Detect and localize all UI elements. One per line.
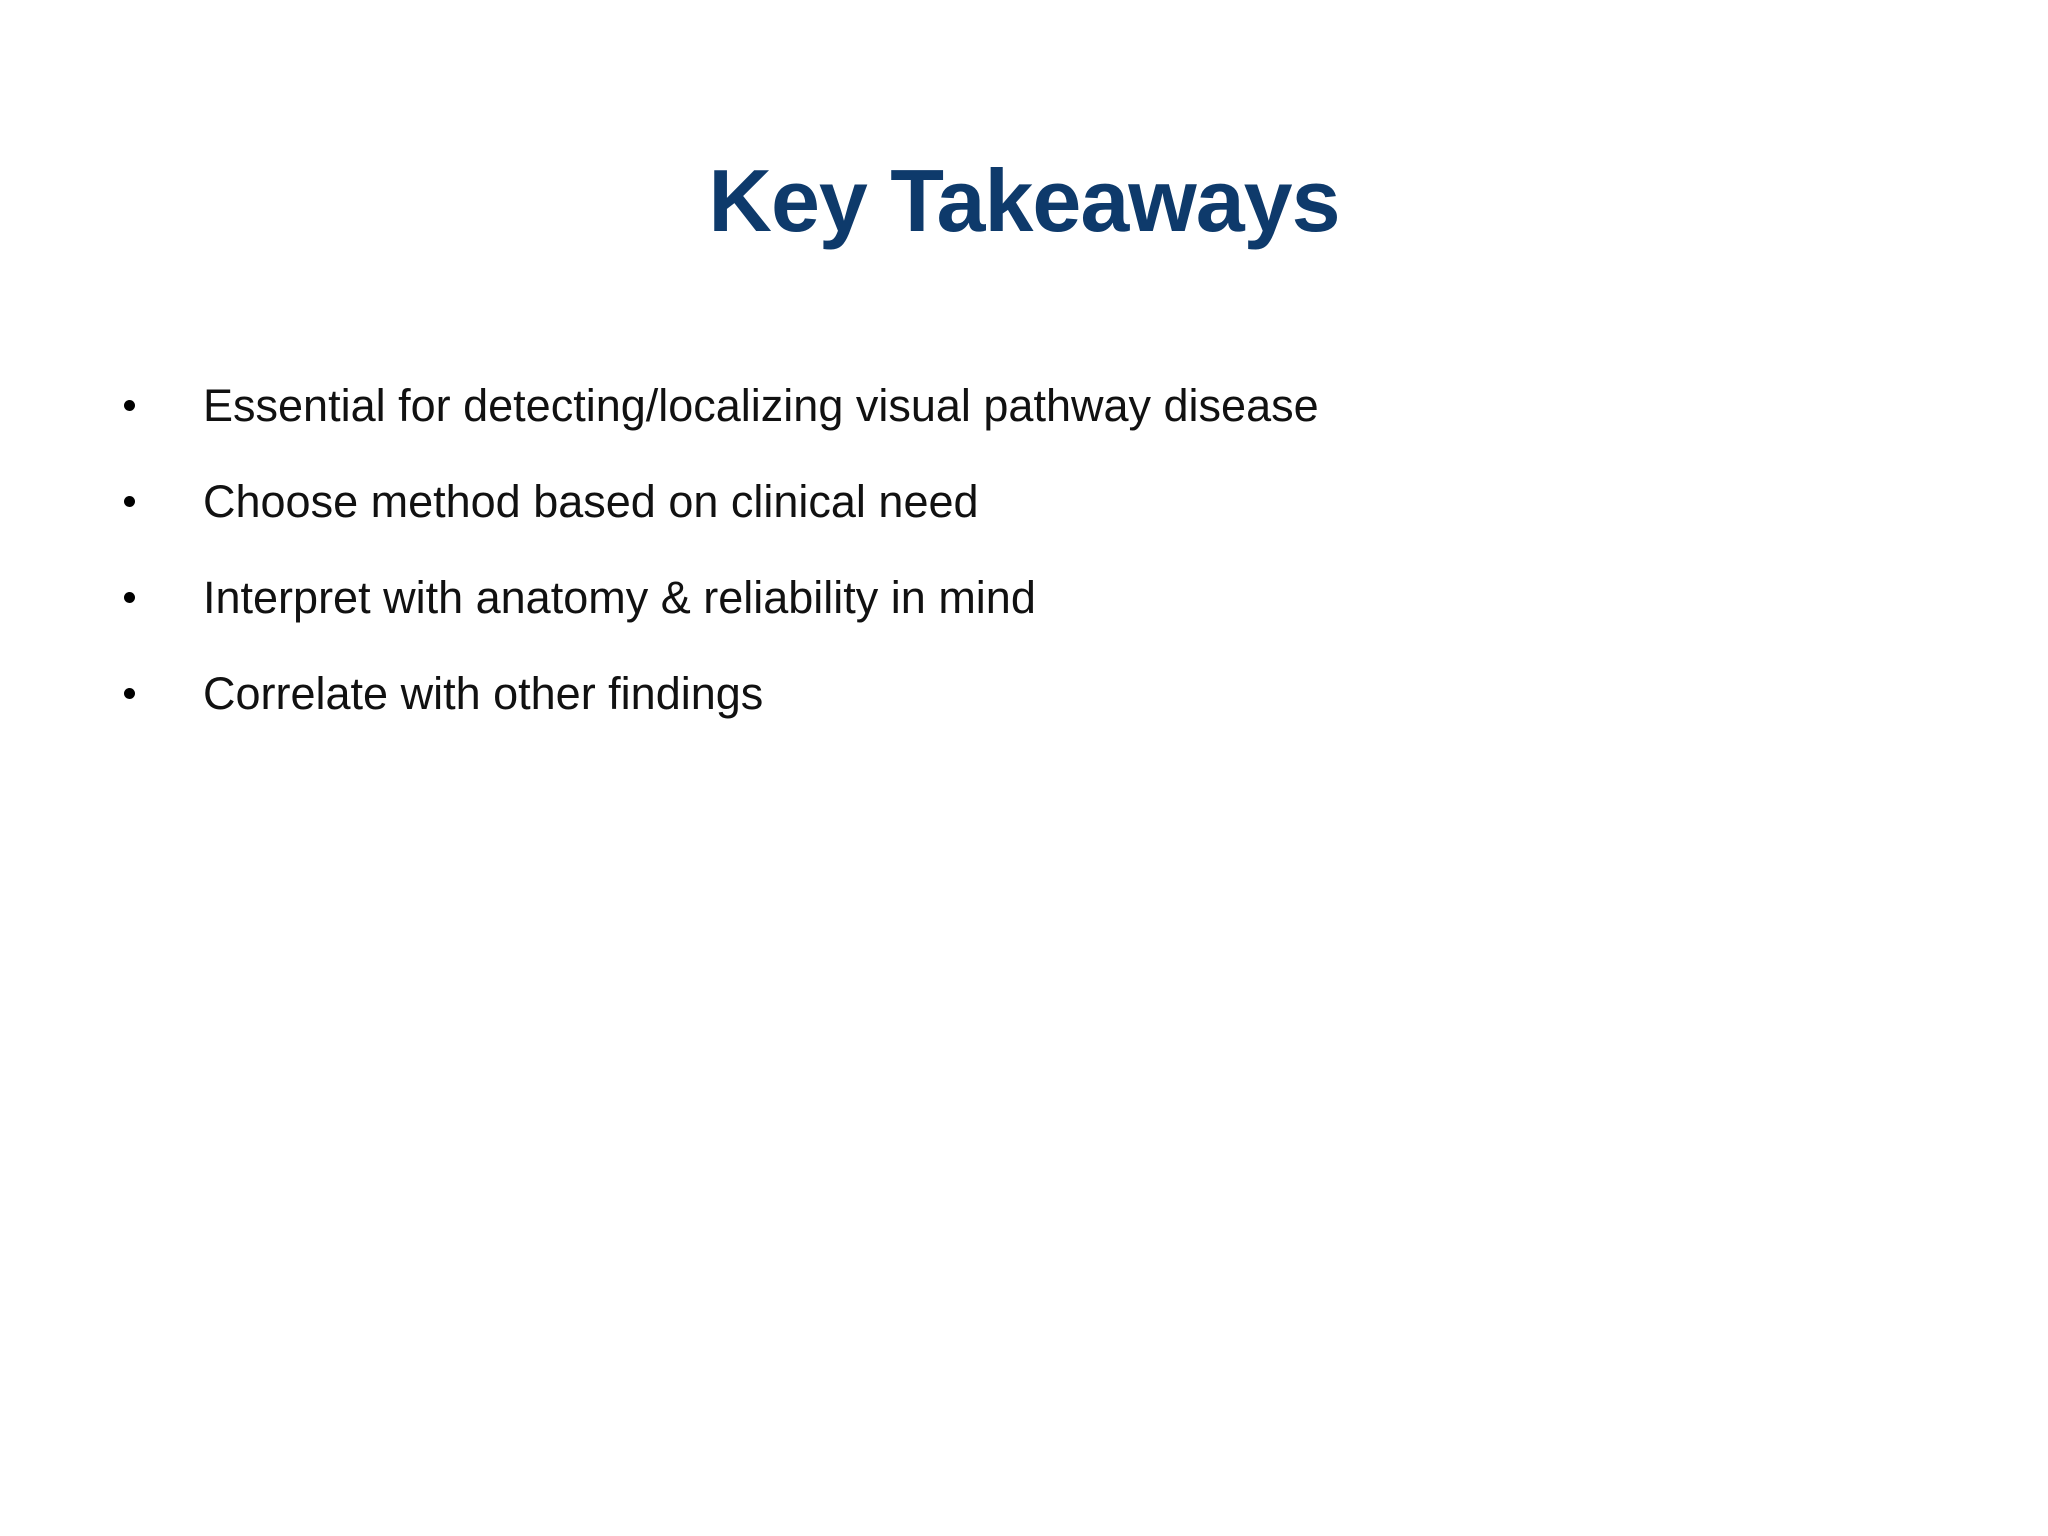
- bullet-item: [0, 466, 2048, 562]
- bullet-item: [0, 658, 2048, 754]
- bullet-icon: [124, 400, 135, 411]
- slide-title: Key Takeaways: [708, 151, 1340, 250]
- bullet-list: [0, 370, 2048, 754]
- bullet-icon: [124, 592, 135, 603]
- bullet-text: Essential for detecting/localizing visual pathway disease: [203, 380, 1319, 431]
- bullet-item: [0, 562, 2048, 658]
- bullet-item: [0, 370, 2048, 466]
- bullet-text: Correlate with other findings: [203, 668, 764, 719]
- bullet-text: Interpret with anatomy & reliability in mind: [203, 572, 1036, 623]
- bullet-icon: [124, 688, 135, 699]
- bullet-text: Choose method based on clinical need: [203, 476, 979, 527]
- bullet-icon: [124, 496, 135, 507]
